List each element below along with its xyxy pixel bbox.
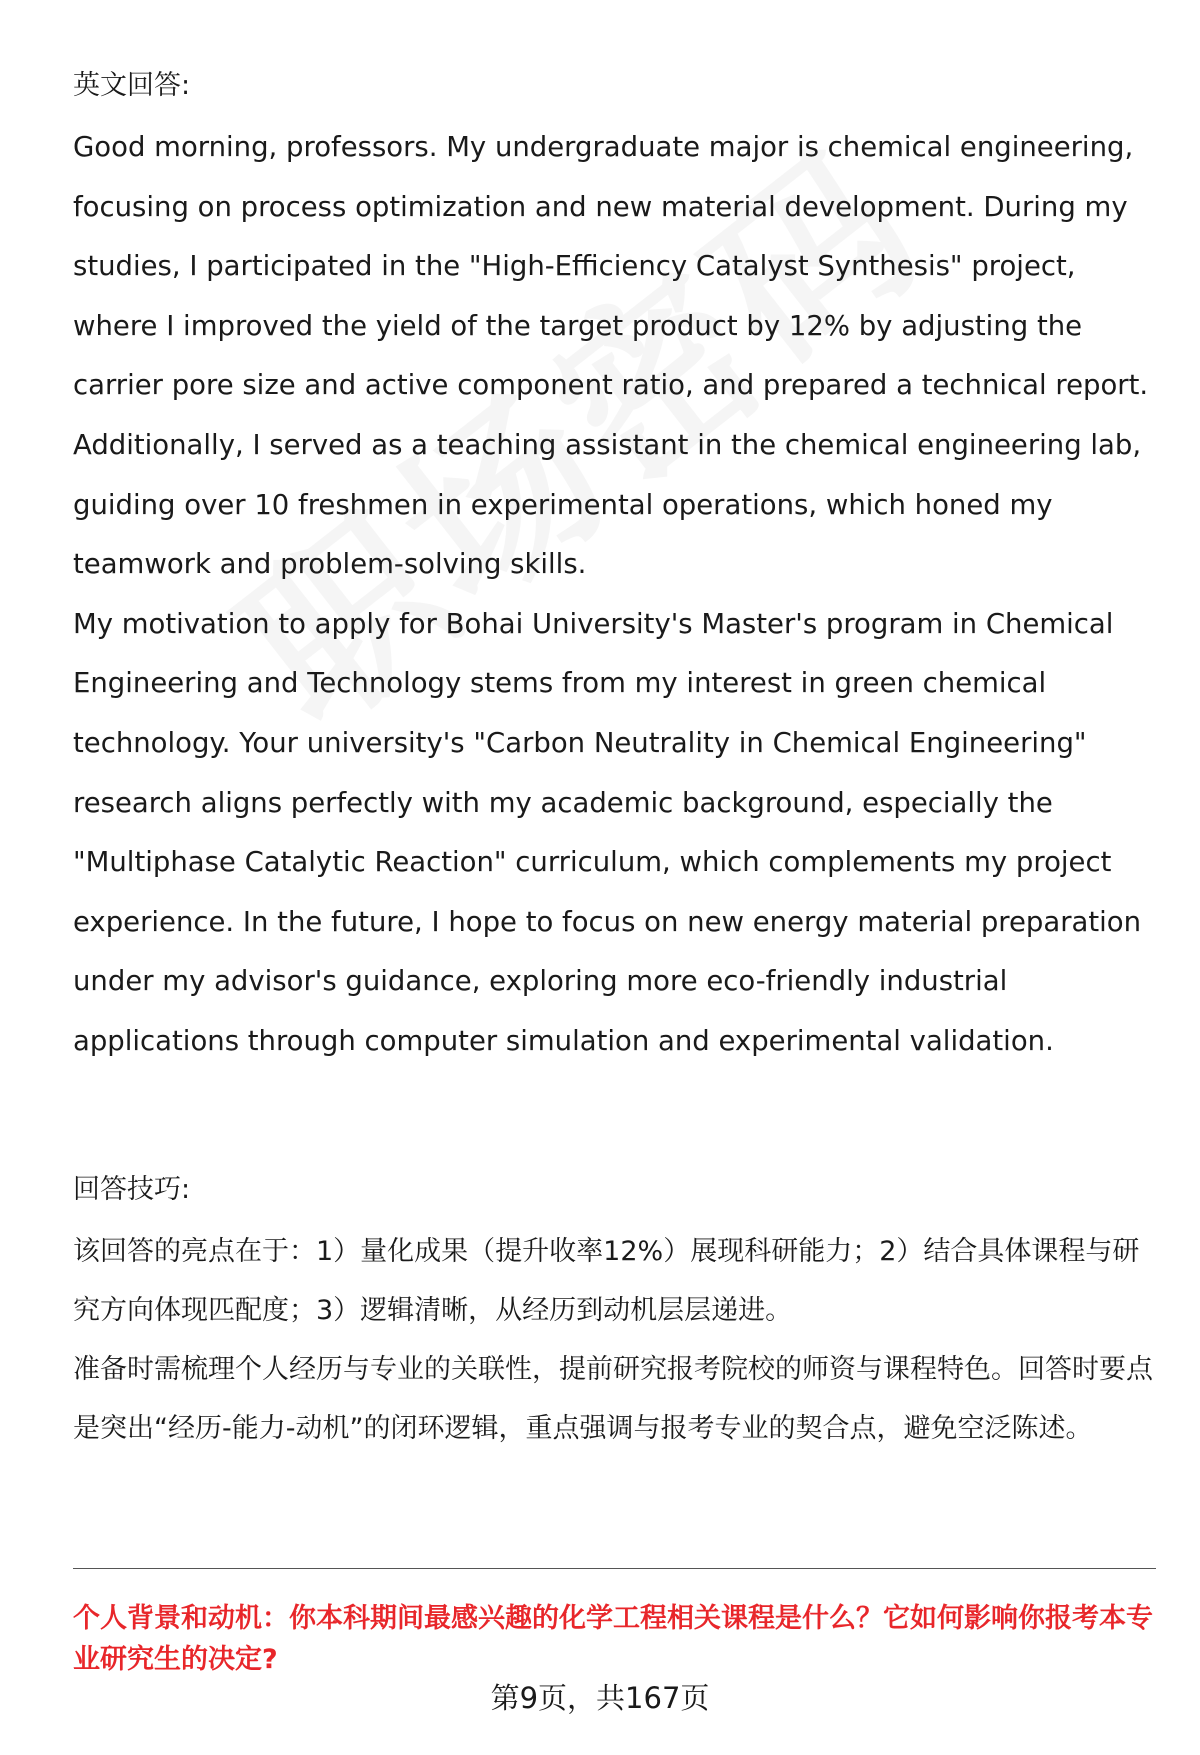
- english-answer: [73, 118, 1158, 1072]
- page-number: 第9页，共167页: [490, 1681, 710, 1715]
- tips-label: 回答技巧:: [73, 1174, 191, 1205]
- answer-label: 英文回答:: [73, 70, 191, 101]
- answer-paragraph-2: My motivation to apply for Bohai University's Master's program in Chemical Engineering and Technology stems from my interest in green chemical technology. Your university's "Carbon Neutrality in Chemical Engineering" research aligns perfectly with my academic background, especially the "Multiphase Catalytic Reaction" curriculum, which complements my project experience. In the future, I hope to focus on new energy material preparation under my advisor's guidance, exploring more eco-friendly industrial applications through computer simulation and experimental validation.: [73, 607, 1142, 1057]
- answer-paragraph-1: Good morning, professors. My undergraduate major is chemical engineering, focusing on process optimization and new material development. During my studies, I participated in the "High-Efficiency Catalyst Synthesis" project, where I improved the yield of the target product by 12% by adjusting the carrier pore size and active component ratio, and prepared a technical report. Additionally, I served as a teaching assistant in the chemical engineering lab, guiding over 10 freshmen in experimental operations, which honed my teamwork and problem-solving skills.: [73, 131, 1149, 581]
- next-question-heading: 个人背景和动机：你本科期间最感兴趣的化学工程相关课程是什么？它如何影响你报考本专业研究生的决定?: [73, 1603, 1153, 1675]
- answer-tips: [73, 1222, 1158, 1458]
- section-divider: [73, 1568, 1156, 1569]
- tips-paragraph-2: 准备时需梳理个人经历与专业的关联性，提前研究报考院校的师资与课程特色。回答时要点是突出“经历-能力-动机”的闭环逻辑，重点强调与报考专业的契合点，避免空泛陈述。: [73, 1354, 1153, 1444]
- tips-paragraph-1: 该回答的亮点在于：1）量化成果（提升收率12%）展现科研能力；2）结合具体课程与研究方向体现匹配度；3）逻辑清晰，从经历到动机层层递进。: [73, 1236, 1140, 1326]
